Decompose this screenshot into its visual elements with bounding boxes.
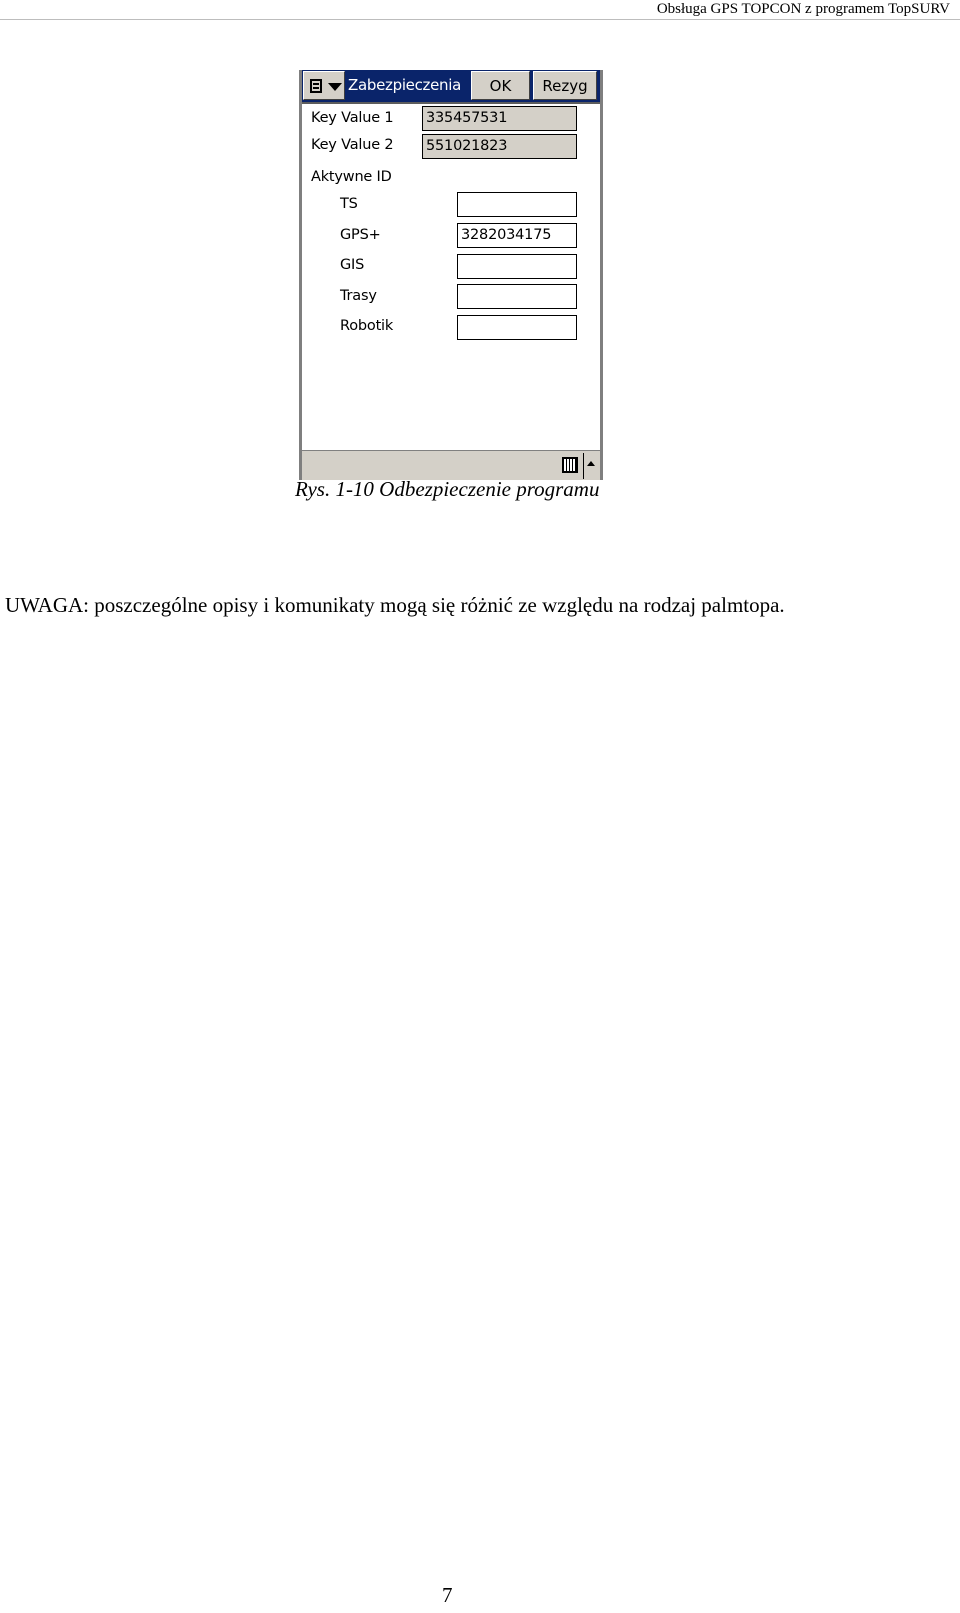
window-title: Zabezpieczenia [348, 76, 462, 94]
ts-label: TS [340, 196, 358, 212]
chevron-down-icon [328, 83, 342, 91]
header-rule [0, 19, 960, 20]
title-bar [302, 70, 600, 104]
divider [583, 453, 584, 479]
trasy-input[interactable] [457, 284, 577, 309]
ok-button[interactable]: OK [471, 71, 530, 100]
device-screenshot [299, 70, 603, 480]
gis-label: GIS [340, 257, 365, 273]
figure-caption: Rys. 1-10 Odbezpieczenie programu [295, 477, 600, 501]
input-panel-bar [302, 450, 600, 480]
robotik-label: Robotik [340, 318, 394, 334]
active-id-label: Aktywne ID [311, 169, 392, 185]
gis-input[interactable] [457, 254, 577, 279]
ts-input[interactable] [457, 192, 577, 217]
robotik-input[interactable] [457, 315, 577, 340]
key-value-2-field: 551021823 [422, 134, 577, 159]
keyboard-icon[interactable] [562, 457, 578, 473]
pda-start-icon [310, 79, 322, 93]
start-menu-button[interactable] [303, 71, 345, 100]
trasy-label: Trasy [340, 288, 377, 304]
triangle-up-icon[interactable] [587, 461, 595, 466]
key-value-1-field: 335457531 [422, 106, 577, 131]
cancel-button[interactable]: Rezyg [533, 71, 597, 100]
gps-plus-input[interactable]: 3282034175 [457, 223, 577, 248]
note-paragraph: UWAGA: poszczególne opisy i komunikaty mogą się różnić ze względu na rodzaj palmtopa. [5, 593, 785, 617]
page-number: 7 [442, 1583, 453, 1607]
key-value-1-label: Key Value 1 [311, 110, 394, 126]
running-header: Obsługa GPS TOPCON z programem TopSURV [656, 1, 950, 17]
gps-plus-label: GPS+ [340, 227, 381, 243]
key-value-2-label: Key Value 2 [311, 137, 394, 153]
